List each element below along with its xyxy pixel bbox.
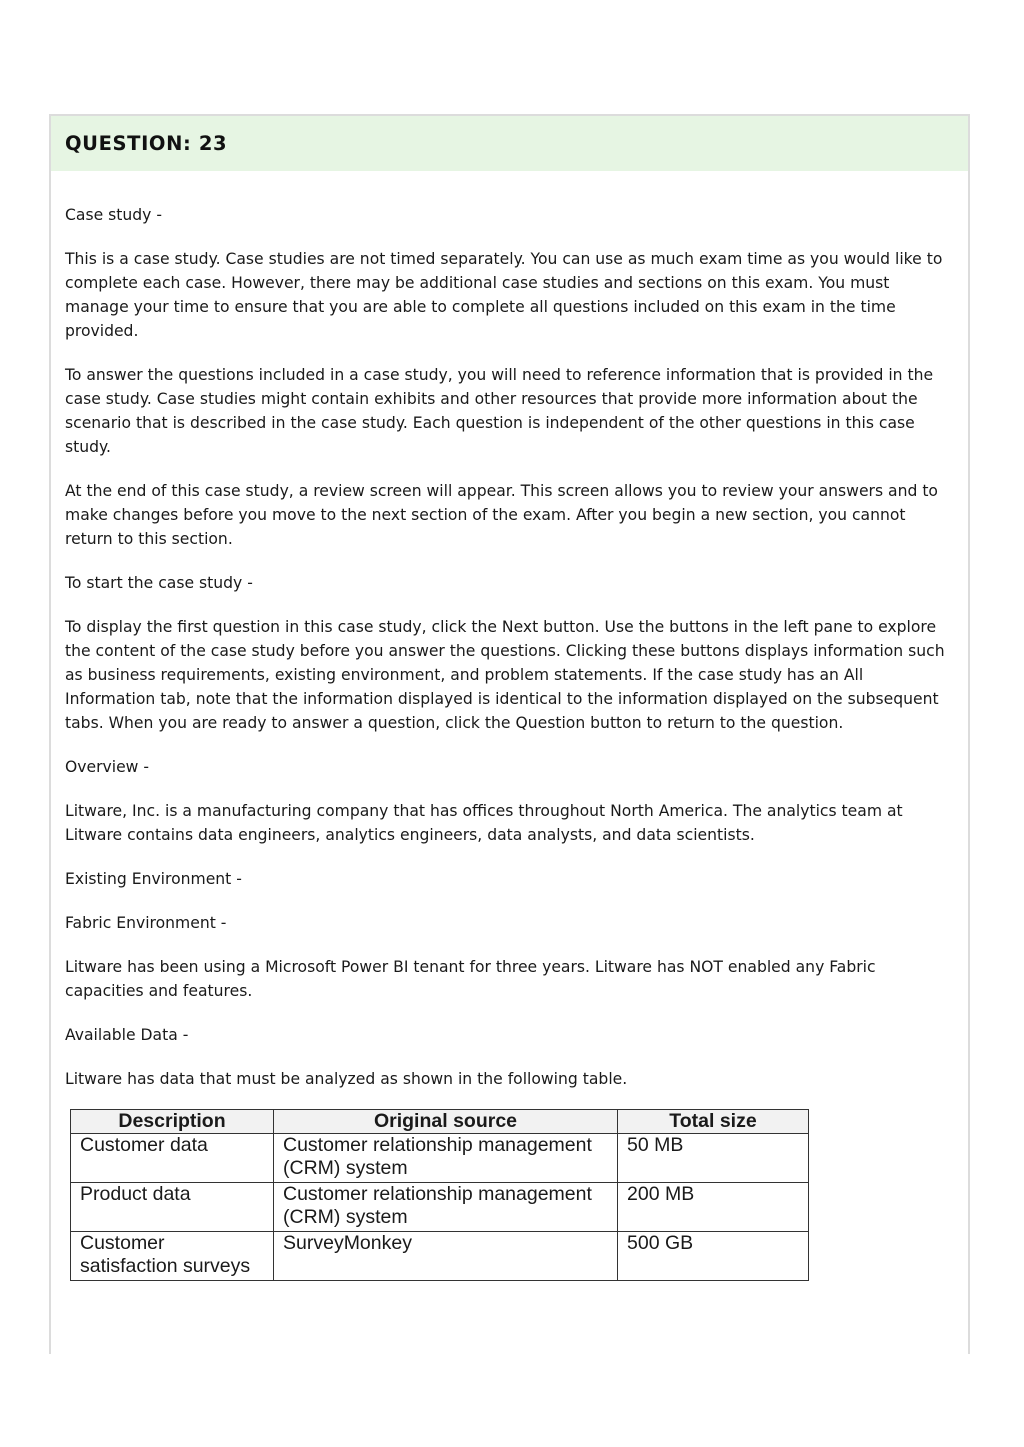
table-cell-description: Customer satisfaction surveys bbox=[71, 1232, 274, 1281]
available-data-table bbox=[70, 1109, 809, 1281]
table-cell-total-size: 500 GB bbox=[618, 1232, 809, 1281]
table-row bbox=[71, 1134, 809, 1183]
table-cell-total-size: 50 MB bbox=[618, 1134, 809, 1183]
heading-overview: Overview - bbox=[65, 758, 149, 776]
heading-fabric-environment: Fabric Environment - bbox=[65, 914, 227, 932]
table-cell-original-source: SurveyMonkey bbox=[274, 1232, 618, 1281]
paragraph-navigation-instructions: To display the first question in this case study, click the Next button. Use the buttons in the left pane to explore the content of the case study before you answer the questions. Clicking these buttons displays information such as business requirements, existing environment, and problem statements. If the case study has an All Information tab, note that the information displayed is identical to the information displayed on the subsequent tabs. When you are ready to answer a question, click the Question button to return to the question. bbox=[65, 618, 945, 732]
paragraph-review-screen: At the end of this case study, a review screen will appear. This screen allows you to review your answers and to make changes before you move to the next section of the exam. After you begin a new section, you cannot return to this section. bbox=[65, 482, 938, 548]
heading-start-case-study: To start the case study - bbox=[65, 574, 253, 592]
question-header bbox=[51, 116, 968, 171]
column-header-description: Description bbox=[71, 1110, 274, 1134]
table-cell-description: Product data bbox=[71, 1183, 274, 1232]
paragraph-available-data: Litware has data that must be analyzed as shown in the following table. bbox=[65, 1070, 628, 1088]
table-header-row bbox=[71, 1110, 809, 1134]
question-card bbox=[49, 114, 970, 1354]
table-cell-total-size: 200 MB bbox=[618, 1183, 809, 1232]
column-header-total-size: Total size bbox=[618, 1110, 809, 1134]
question-body bbox=[51, 171, 968, 1281]
table-cell-description: Customer data bbox=[71, 1134, 274, 1183]
heading-existing-environment: Existing Environment - bbox=[65, 870, 242, 888]
question-title: QUESTION: 23 bbox=[65, 132, 228, 155]
column-header-original-source: Original source bbox=[274, 1110, 618, 1134]
heading-available-data: Available Data - bbox=[65, 1026, 189, 1044]
paragraph-answer-instructions: To answer the questions included in a case study, you will need to reference information that is provided in the case study. Case studies might contain exhibits and other resources that provide more information about the scenario that is described in the case study. Each question is independent of the other questions in this case study. bbox=[65, 366, 934, 456]
table-cell-original-source: Customer relationship management (CRM) system bbox=[274, 1183, 618, 1232]
paragraph-case-study-intro: This is a case study. Case studies are not timed separately. You can use as much exam time as you would like to complete each case. However, there may be additional case studies and sections on this exam. You must manage your time to ensure that you are able to complete all questions included on this exam in the time provided. bbox=[65, 250, 943, 340]
table-cell-original-source: Customer relationship management (CRM) system bbox=[274, 1134, 618, 1183]
heading-case-study: Case study - bbox=[65, 206, 162, 224]
table-row bbox=[71, 1232, 809, 1281]
paragraph-overview: Litware, Inc. is a manufacturing company that has offices throughout North America. The analytics team at Litware contains data engineers, analytics engineers, data analysts, and data scientists. bbox=[65, 802, 903, 844]
table-row bbox=[71, 1183, 809, 1232]
paragraph-fabric-environment: Litware has been using a Microsoft Power BI tenant for three years. Litware has NOT enabled any Fabric capacities and features. bbox=[65, 958, 876, 1000]
